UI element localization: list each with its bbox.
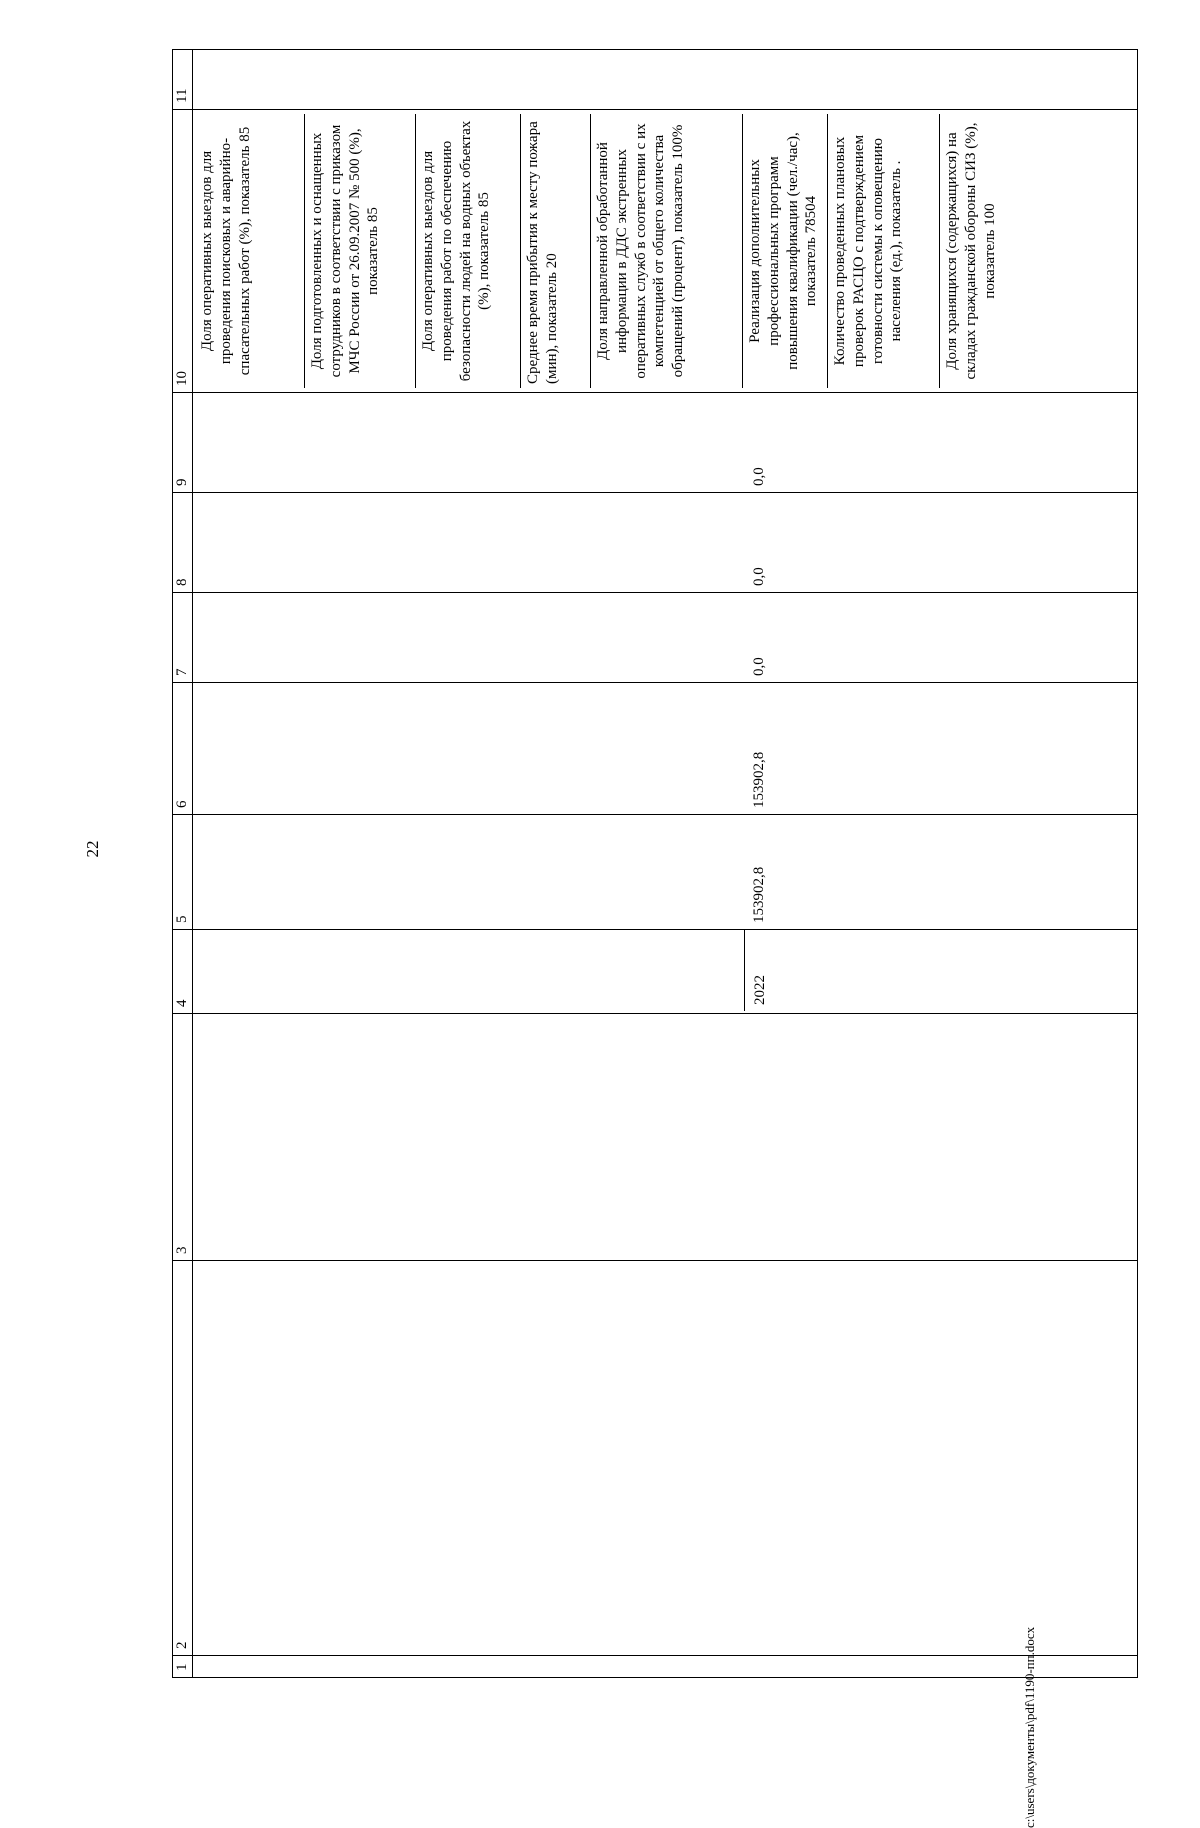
cell-col1 (193, 1656, 1138, 1678)
indicator-item: Количество проведенных плановых проверок РАСЦО с подтверждением готовности системы к оповещению населения (ед.), показатель . (828, 114, 940, 388)
column-header: 2 (173, 1261, 193, 1656)
column-header: 5 (173, 815, 193, 930)
column-header: 4 (173, 930, 193, 1014)
col7-value: 0,0 (751, 657, 767, 676)
cell-col2 (193, 1261, 1138, 1656)
cell-indicators (193, 110, 1138, 393)
cell-col6 (193, 683, 1138, 815)
indicator-item: Среднее время прибытия к месту пожара (мин), показатель 20 (521, 114, 591, 388)
footer-path-text: c:\users\документы\pdf\1190-пп.docx (1022, 1626, 1037, 1828)
column-header: 1 (173, 1656, 193, 1678)
indicator-item: Доля подготовленных и оснащенных сотрудников в соответствии с приказом МЧС России от 26.09.2007 № 500 (%), показатель 85 (305, 114, 416, 388)
indicator-item: Доля хранящихся (содержащихся) на складах гражданской обороны СИЗ (%), показатель 100 (944, 122, 998, 380)
table-container (172, 50, 1138, 1678)
col5-value: 153902,8 (751, 866, 767, 923)
column-header: 11 (173, 50, 193, 110)
column-header: 3 (173, 1014, 193, 1261)
year-value: 2022 (744, 930, 770, 1011)
cell-year (193, 930, 1138, 1014)
cell-col7 (193, 593, 1138, 683)
indicator-item: Реализация дополнительных профессиональных программ повышения квалификации (чел./час), показатель 78504 (743, 114, 828, 388)
indicator-item: Доля оперативных выездов для проведения поисковых и аварийно-спасательных работ (%), показатель 85 (195, 114, 305, 388)
table-row (193, 50, 1138, 1678)
cell-col8 (193, 493, 1138, 593)
column-header: 7 (173, 593, 193, 683)
cell-col9 (193, 393, 1138, 493)
column-header: 8 (173, 493, 193, 593)
column-header: 9 (173, 393, 193, 493)
column-header: 10 (173, 110, 193, 393)
cell-col11 (193, 50, 1138, 110)
col6-value: 153902,8 (751, 751, 767, 808)
col9-value: 0,0 (751, 467, 767, 486)
page-number: 22 (83, 840, 102, 858)
program-table (172, 49, 1138, 1678)
col8-value: 0,0 (751, 567, 767, 586)
cell-col3 (193, 1014, 1138, 1261)
cell-col5 (193, 815, 1138, 930)
column-header: 6 (173, 683, 193, 815)
indicator-item: Доля оперативных выездов для проведения работ по обеспечению безопасности людей на водных объектах (%), показатель 85 (416, 114, 521, 388)
header-row (173, 50, 193, 1678)
indicator-item: Доля направленной обработанной информации в ДДС экстренных оперативных служб в соответствии с их компетенцией от общего количества обращений (процент), показатель 100% (591, 114, 743, 388)
